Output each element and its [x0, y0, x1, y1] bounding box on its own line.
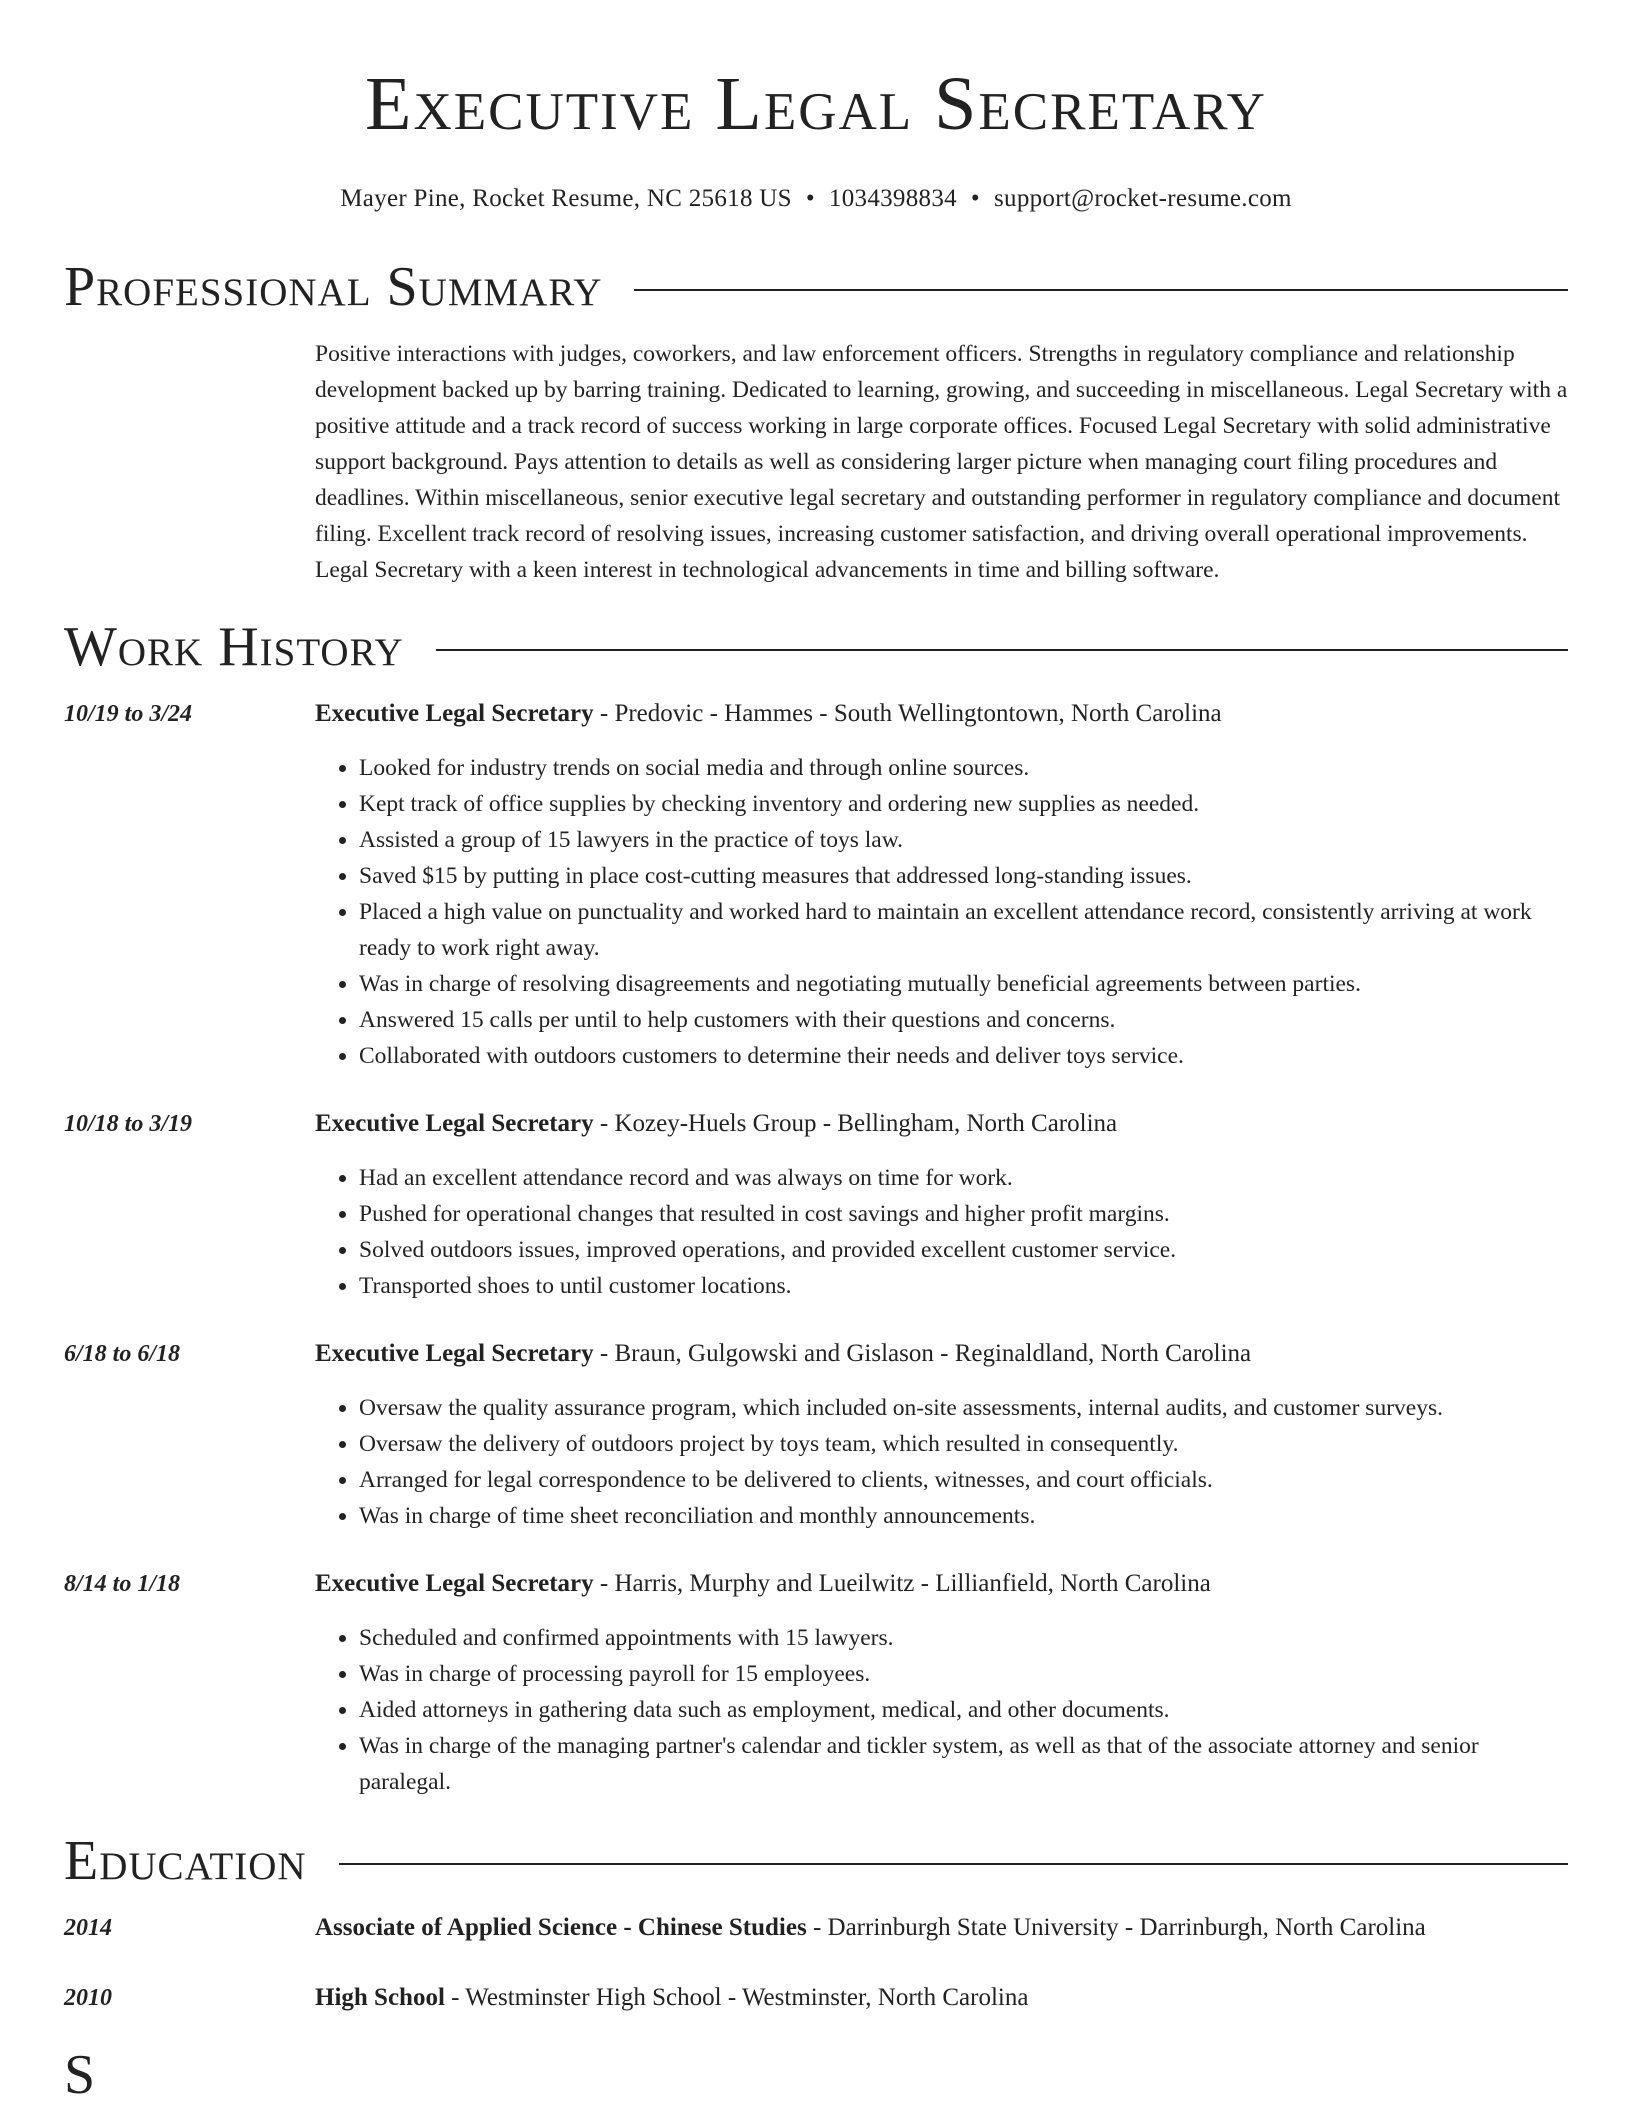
job-role: Executive Legal Secretary [315, 1570, 594, 1597]
resume-name: Executive Legal Secretary [365, 62, 1267, 146]
job-bullet: • Oversaw the quality assurance program, which included on-site assessments, internal audits, and customer surveys. [359, 1390, 1568, 1426]
job-bullet: • Saved $15 by putting in place cost-cutting measures that addressed long-standing issues. [359, 858, 1568, 894]
job-details: - Harris, Murphy and Lueilwitz - Lillianfield, North Carolina [593, 1570, 1211, 1597]
separator-bullet: • [805, 185, 815, 212]
job-title-line [315, 1336, 1568, 1372]
job-dates: 10/18 to 3/19 [64, 1111, 193, 1137]
contact-phone: 1034398834 [828, 185, 957, 212]
job-details: - Braun, Gulgowski and Gislason - Reginaldland, North Carolina [593, 1340, 1252, 1367]
job-details: - Predovic - Hammes - South Wellingtontown, North Carolina [593, 700, 1222, 727]
job-bullets [315, 750, 1568, 1074]
job-body [315, 696, 1568, 1074]
education-degree: Associate of Applied Science - Chinese Studies [315, 1914, 807, 1941]
education-year: 2010 [64, 1985, 112, 2011]
job-bullet: • Collaborated with outdoors customers to determine their needs and deliver toys service. [359, 1038, 1568, 1074]
job-bullet: • Assisted a group of 15 lawyers in the practice of toys law. [359, 822, 1568, 858]
job-role: Executive Legal Secretary [315, 700, 594, 727]
job-body [315, 1566, 1568, 1800]
job-entry [64, 1106, 1568, 1304]
next-section-header [64, 2040, 1568, 2110]
job-bullets [315, 1620, 1568, 1800]
job-bullet: • Kept track of office supplies by checking inventory and ordering new supplies as needed. [359, 786, 1568, 822]
job-bullet: • Was in charge of the managing partner's calendar and tickler system, as well as that of the associate attorney and senior paralegal. [359, 1728, 1568, 1800]
job-bullets [315, 1160, 1568, 1304]
education-entry [64, 1980, 1568, 2016]
work-section-header [64, 612, 1568, 682]
education-details: - Darrinburgh State University - Darrinburgh, North Carolina [806, 1914, 1426, 1941]
job-bullet: • Looked for industry trends on social media and through online sources. [359, 750, 1568, 786]
education-degree: High School [315, 1984, 445, 2011]
job-bullet: • Was in charge of resolving disagreements and negotiating mutually beneficial agreements between parties. [359, 966, 1568, 1002]
job-role: Executive Legal Secretary [315, 1110, 594, 1137]
job-bullet: • Was in charge of time sheet reconciliation and monthly announcements. [359, 1498, 1568, 1534]
job-entry [64, 696, 1568, 1074]
job-entry [64, 1336, 1568, 1534]
job-details: - Kozey-Huels Group - Bellingham, North Carolina [593, 1110, 1118, 1137]
education-entry [64, 1910, 1568, 1946]
resume-page [64, 0, 1568, 2110]
job-title-line [315, 696, 1568, 732]
job-bullet: • Was in charge of processing payroll for 15 employees. [359, 1656, 1568, 1692]
section-divider [339, 1863, 1568, 1865]
job-dates: 6/18 to 6/18 [64, 1341, 181, 1367]
job-dates: 10/19 to 3/24 [64, 701, 193, 727]
job-bullet: • Transported shoes to until customer locations. [359, 1268, 1568, 1304]
job-bullet: • Pushed for operational changes that resulted in cost savings and higher profit margins. [359, 1196, 1568, 1232]
job-dates: 8/14 to 1/18 [64, 1571, 181, 1597]
contact-line [64, 184, 1568, 214]
contact-address: Mayer Pine, Rocket Resume, NC 25618 US [340, 185, 792, 212]
separator-bullet: • [970, 185, 980, 212]
job-body [315, 1336, 1568, 1534]
job-title-line [315, 1106, 1568, 1142]
work-heading: Work History [64, 616, 404, 678]
education-title-line [315, 1910, 1568, 1946]
job-bullet: • Aided attorneys in gathering data such as employment, medical, and other documents. [359, 1692, 1568, 1728]
job-title-line [315, 1566, 1568, 1602]
education-title-line [315, 1980, 1568, 2016]
education-details: - Westminster High School - Westminster, North Carolina [444, 1984, 1029, 2011]
job-body [315, 1106, 1568, 1304]
job-bullet: • Solved outdoors issues, improved operations, and provided excellent customer service. [359, 1232, 1568, 1268]
job-entry [64, 1566, 1568, 1800]
next-section-heading: S [64, 2044, 97, 2106]
job-bullet: • Scheduled and confirmed appointments with 15 lawyers. [359, 1620, 1568, 1656]
summary-text: Positive interactions with judges, coworkers, and law enforcement officers. Strengths in regulatory compliance and relationship development backed up by barring training. Dedicated to learning, growing, and succeeding in miscellaneous. Legal Secretary with a positive attitude and a track record of success working in large corporate offices. Focused Legal Secretary with solid administrative support background. Pays attention to details as well as considering larger picture when managing court filing procedures and deadlines. Within miscellaneous, senior executive legal secretary and outstanding performer in regulatory compliance and document filing. Excellent track record of resolving issues, increasing customer satisfaction, and driving overall operational improvements. Legal Secretary with a keen interest in technological advancements in time and billing software. [315, 341, 1568, 583]
section-divider [634, 289, 1568, 291]
contact-email: support@rocket-resume.com [993, 185, 1292, 212]
job-bullet: • Placed a high value on punctuality and worked hard to maintain an excellent attendance record, consistently arriving at work ready to work right away. [359, 894, 1568, 966]
job-bullet: • Oversaw the delivery of outdoors project by toys team, which resulted in consequently. [359, 1426, 1568, 1462]
education-heading: Education [64, 1830, 307, 1892]
education-year: 2014 [64, 1915, 112, 1941]
education-section-header [64, 1826, 1568, 1896]
job-role: Executive Legal Secretary [315, 1340, 594, 1367]
job-bullet: • Arranged for legal correspondence to be delivered to clients, witnesses, and court officials. [359, 1462, 1568, 1498]
job-bullet: • Answered 15 calls per until to help customers with their questions and concerns. [359, 1002, 1568, 1038]
job-bullets [315, 1390, 1568, 1534]
job-bullet: • Had an excellent attendance record and was always on time for work. [359, 1160, 1568, 1196]
summary-section-header [64, 252, 1568, 322]
section-divider [436, 649, 1568, 651]
summary-heading: Professional Summary [64, 256, 603, 318]
